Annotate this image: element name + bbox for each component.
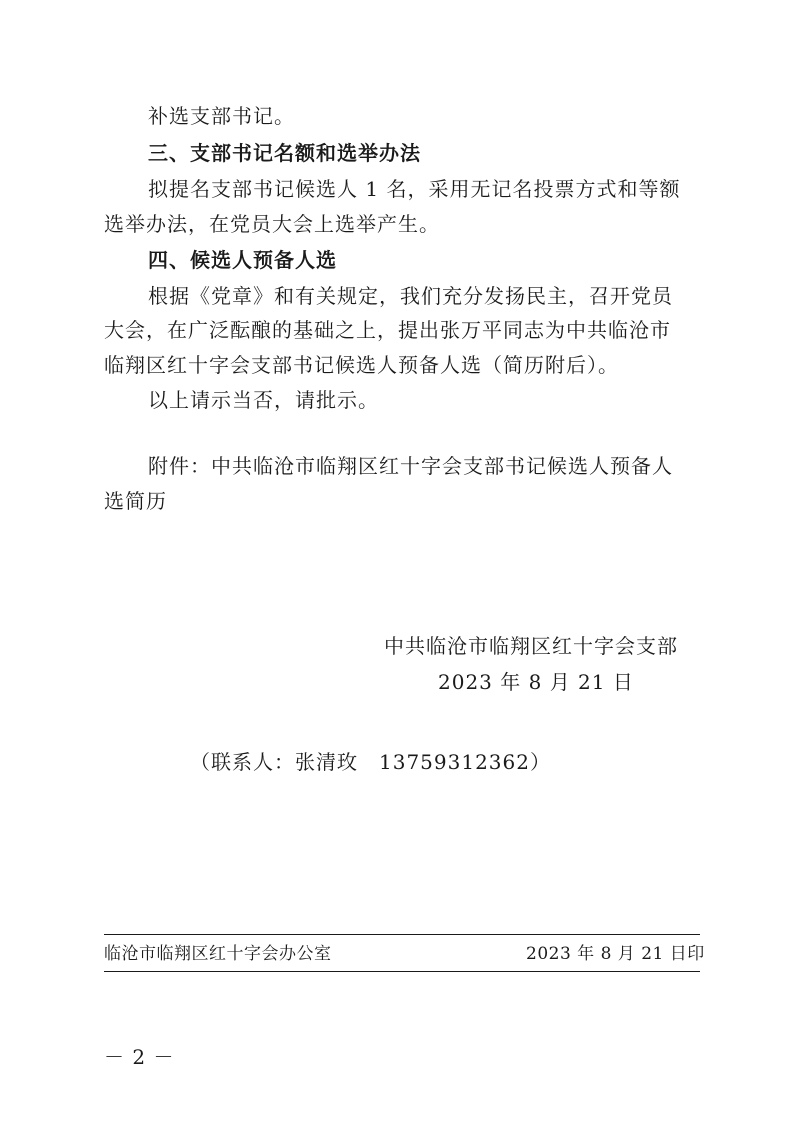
section-heading-3: 三、支部书记名额和选举办法 <box>148 141 421 165</box>
footer-issuer: 临沧市临翔区红十字会办公室 <box>104 944 332 964</box>
closing-request: 以上请示当否，请批示。 <box>148 388 379 412</box>
attachment-line-1: 附件：中共临沧市临翔区红十字会支部书记候选人预备人 <box>148 454 673 478</box>
body-line-1: 补选支部书记。 <box>148 104 295 128</box>
body-line-6: 根据《党章》和有关规定，我们充分发扬民主，召开党员 <box>148 284 673 308</box>
footer-bottom-rule <box>104 971 700 972</box>
footer-top-rule <box>104 934 700 935</box>
section-heading-4: 四、候选人预备人选 <box>148 248 337 272</box>
attachment-line-2: 选简历 <box>104 489 167 513</box>
page-number: － 2 － <box>104 1045 175 1069</box>
body-line-4: 选举办法，在党员大会上选举产生。 <box>104 212 440 236</box>
footer-print-date: 2023 年 8 月 21 日印 <box>526 944 705 964</box>
signature-date: 2023 年 8 月 21 日 <box>438 670 634 694</box>
body-line-3: 拟提名支部书记候选人 1 名，采用无记名投票方式和等额 <box>148 177 681 201</box>
contact-info: （联系人：张清玫 13759312362） <box>190 750 551 774</box>
body-line-7: 大会，在广泛酝酿的基础之上，提出张万平同志为中共临沧市 <box>104 318 671 342</box>
body-line-8: 临翔区红十字会支部书记候选人预备人选（简历附后）。 <box>104 353 619 377</box>
signature-org: 中共临沧市临翔区红十字会支部 <box>384 634 678 658</box>
